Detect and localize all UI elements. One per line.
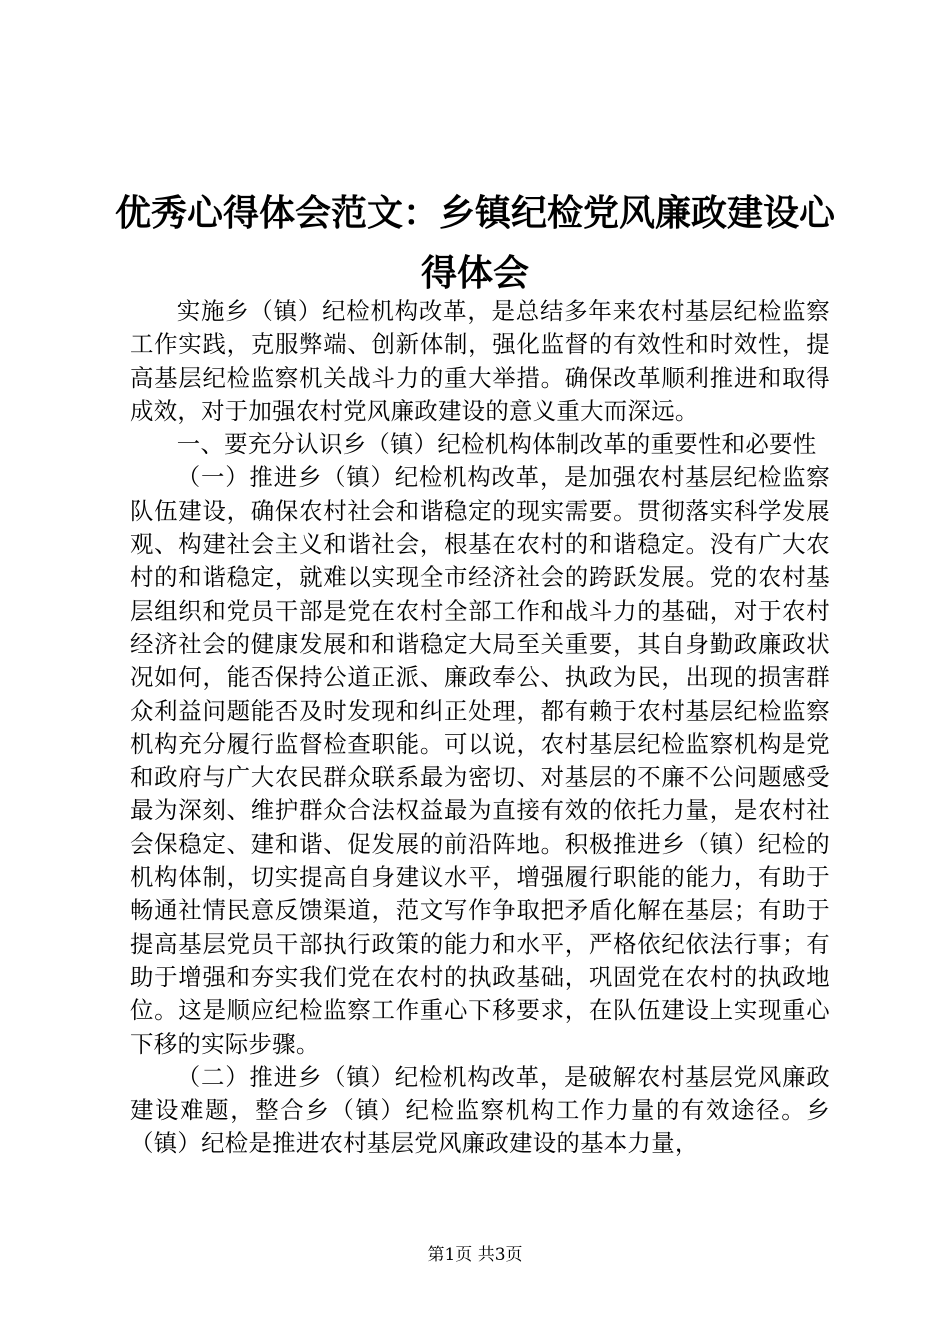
- paragraph-intro: 实施乡（镇）纪检机构改革，是总结多年来农村基层纪检监察工作实践，克服弊端、创新体制，强化监督的有效性和时效性，提高基层纪检监察机关战斗力的重大举措。确保改革顺利推进和取得成效，对于加强农村党风廉政建设的意义重大而深远。: [130, 297, 830, 425]
- document-title: [0, 183, 950, 303]
- page-footer: 第1页 共3页: [427, 1245, 523, 1265]
- document-title-line-2: 得体会: [420, 252, 529, 294]
- document-body: [130, 295, 830, 1161]
- document-title-line-1: 优秀心得体会范文：乡镇纪检党风廉政建设心: [114, 192, 835, 234]
- paragraph-section-heading: 一、要充分认识乡（镇）纪检机构体制改革的重要性和必要性: [176, 430, 817, 459]
- paragraph-point-one: （一）推进乡（镇）纪检机构改革，是加强农村基层纪检监察队伍建设，确保农村社会和谐稳定的现实需要。贯彻落实科学发展观、构建社会主义和谐社会，根基在农村的和谐稳定。没有广大农村的和谐稳定，就难以实现全市经济社会的跨跃发展。党的农村基层组织和党员干部是党在农村全部工作和战斗力的基础，对于农村经济社会的健康发展和和谐稳定大局至关重要，其自身勤政廉政状况如何，能否保持公道正派、廉政奉公、执政为民，出现的损害群众利益问题能否及时发现和纠正处理，都有赖于农村基层纪检监察机构充分履行监督检查职能。可以说，农村基层纪检监察机构是党和政府与广大农民群众联系最为密切、对基层的不廉不公问题感受最为深刻、维护群众合法权益最为直接有效的依托力量，是农村社会保稳定、建和谐、促发展的前沿阵地。积极推进乡（镇）纪检的机构体制，切实提高自身建议水平，增强履行职能的能力，有助于畅通社情民意反馈渠道，范文写作争取把矛盾化解在基层；有助于提高基层党员干部执行政策的能力和水平，严格依纪依法行事；有助于增强和夯实我们党在农村的执政基础，巩固党在农村的执政地位。这是顺应纪检监察工作重心下移要求，在队伍建设上实现重心下移的实际步骤。: [130, 463, 830, 1058]
- paragraph-point-two: （二）推进乡（镇）纪检机构改革，是破解农村基层党风廉政建设难题，整合乡（镇）纪检监察机构工作力量的有效途径。乡（镇）纪检是推进农村基层党风廉政建设的基本力量，: [130, 1062, 830, 1158]
